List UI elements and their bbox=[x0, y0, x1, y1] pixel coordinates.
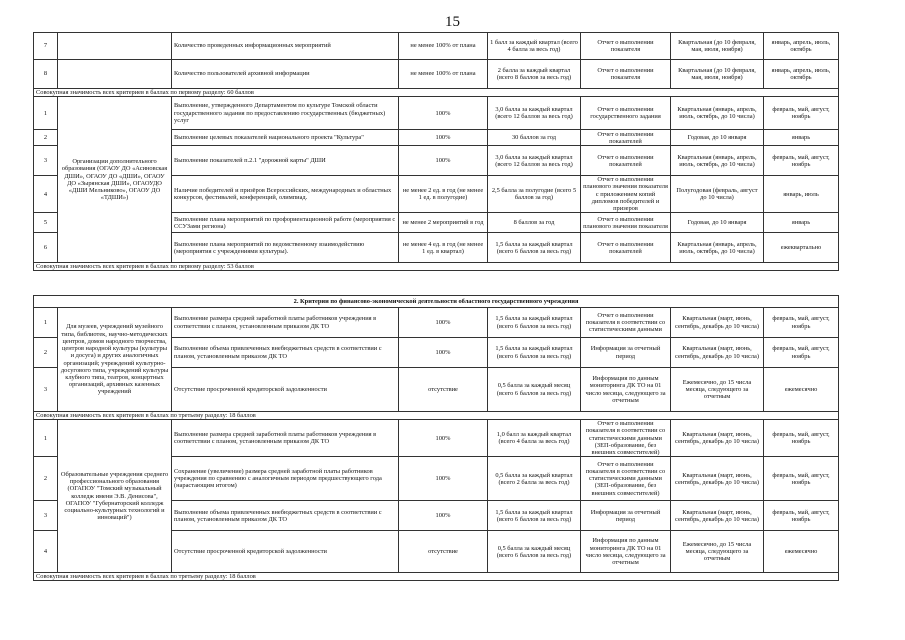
report-cell: Отчет о выполнении показателя bbox=[581, 33, 671, 60]
report-cell: Информация по данным мониторинга ДК ТО на 01 число месяца, следующего за отчетным bbox=[581, 531, 671, 573]
payment-cell: январь, апрель, июль, октябрь bbox=[764, 60, 839, 89]
report-cell: Отчет о выполнении планового значения показателя bbox=[581, 213, 671, 233]
norm-cell: 100% bbox=[399, 130, 488, 146]
report-cell: Отчет о выполнении государственного задания bbox=[581, 97, 671, 130]
report-cell: Отчет о выполнении показателя в соответствии со статистическими данными (ЗЕП-образование, без внешних совместителей) bbox=[581, 457, 671, 501]
norm-cell: 100% bbox=[399, 457, 488, 501]
report-cell: Отчет о выполнении показателя в соответствии со статистическими данными bbox=[581, 308, 671, 338]
norm-cell: не менее 2 ед. в год (не менее 1 ед. в полугодие) bbox=[399, 176, 488, 213]
criterion-cell: Отсутствие просроченной кредиторской задолженности bbox=[172, 531, 399, 573]
period-cell: Полугодовая (февраль, август до 10 числа) bbox=[671, 176, 764, 213]
org-cell: Образовательные учреждения среднего профессионального образования (ОГАПОУ "Томский музыкальный колледж имени Э.В. Денисова", ОГАПОУ "Губернаторский колледж социально-культурных технологий и инноваций") bbox=[58, 420, 172, 573]
criterion-cell: Количество пользователей архивной информации bbox=[172, 60, 399, 89]
period-cell: Квартальная (март, июнь, сентябрь, декабрь до 10 числа) bbox=[671, 338, 764, 368]
row-number: 1 bbox=[34, 97, 58, 130]
org-cell: Организации дополнительного образования (ОГАОУ ДО «Асиновская ДШИ», ОГАОУ ДО «ДШИ», ОГАОУ ДО «Зырянская ДШИ», ОГАОУДО «ДШИ Мельниково», ОГАОУ ДО «ТДШИ») bbox=[58, 97, 172, 263]
score-cell: 30 баллов за год bbox=[488, 130, 581, 146]
payment-cell: февраль, май, август, ноябрь bbox=[764, 338, 839, 368]
table-row bbox=[34, 420, 839, 457]
criteria-table-top bbox=[33, 32, 839, 271]
criterion-cell: Выполнение объема привлеченных внебюджетных средств в соответствии с планом, установленным приказом ДК ТО bbox=[172, 338, 399, 368]
criterion-cell: Наличие победителей и призёров Всероссийских, международных и областных конкурсов, фестивалей, конференций, олимпиад. bbox=[172, 176, 399, 213]
score-cell: 0,5 балла за каждый месяц (всего 6 баллов за весь год) bbox=[488, 531, 581, 573]
row-number: 3 bbox=[34, 368, 58, 412]
criterion-cell: Сохранение (увеличение) размера средней заработной платы работников учреждения по сравнению с аналогичным периодом предшествующего года (нарастающим итогом) bbox=[172, 457, 399, 501]
period-cell: Квартальная (март, июнь, сентябрь, декабрь до 10 числа) bbox=[671, 308, 764, 338]
period-cell: Годовая, до 10 января bbox=[671, 213, 764, 233]
criterion-cell: Выполнение целевых показателей национального проекта "Культура" bbox=[172, 130, 399, 146]
score-cell: 1,5 балла за каждый квартал (всего 6 баллов за весь год) bbox=[488, 338, 581, 368]
norm-cell: не менее 100% от плана bbox=[399, 33, 488, 60]
criterion-cell: Отсутствие просроченной кредиторской задолженности bbox=[172, 368, 399, 412]
score-cell: 1,0 балл за каждый квартал (всего 4 балла за весь год) bbox=[488, 420, 581, 457]
score-cell: 0,5 балла за каждый месяц (всего 6 баллов за весь год) bbox=[488, 368, 581, 412]
period-cell: Квартальная (до 10 февраля, мая, июля, ноября) bbox=[671, 33, 764, 60]
period-cell: Квартальная (март, июнь, сентябрь, декабрь до 10 числа) bbox=[671, 420, 764, 457]
row-number: 4 bbox=[34, 176, 58, 213]
row-number: 6 bbox=[34, 233, 58, 263]
payment-cell: февраль, май, август, ноябрь bbox=[764, 97, 839, 130]
table-row bbox=[34, 33, 839, 60]
score-cell: 1,5 балла за каждый квартал (всего 6 баллов за весь год) bbox=[488, 501, 581, 531]
norm-cell: отсутствие bbox=[399, 368, 488, 412]
criterion-cell: Выполнение размера средней заработной платы работников учреждения в соответствии с планом, установленным приказом ДК ТО bbox=[172, 308, 399, 338]
report-cell: Отчет о выполнении планового значения показателя с приложением копий дипломов победителей и призеров bbox=[581, 176, 671, 213]
section-title: 2. Критерии по финансово-экономической деятельности областного государственного учреждения bbox=[34, 296, 839, 308]
criterion-cell: Выполнение плана мероприятий по ведомственному взаимодействию (мероприятия с учреждениями культуры). bbox=[172, 233, 399, 263]
norm-cell: отсутствие bbox=[399, 531, 488, 573]
row-number: 2 bbox=[34, 457, 58, 501]
norm-cell: 100% bbox=[399, 308, 488, 338]
report-cell: Информация за отчетный период bbox=[581, 338, 671, 368]
norm-cell: не менее 2 мероприятий в год bbox=[399, 213, 488, 233]
period-cell: Квартальная (январь, апрель, июль, октябрь, до 10 числа) bbox=[671, 97, 764, 130]
payment-cell: январь bbox=[764, 213, 839, 233]
report-cell: Отчет о выполнении показателя в соответствии со статистическими данными (ЗЕП-образование, без внешних совместителей) bbox=[581, 420, 671, 457]
summary-text: Совокупная значимость всех критериев в баллах по третьему разделу: 18 баллов bbox=[34, 412, 839, 420]
period-cell: Квартальная (январь, апрель, июль, октябрь, до 10 числа) bbox=[671, 146, 764, 176]
row-number: 1 bbox=[34, 308, 58, 338]
org-cell-empty bbox=[58, 33, 172, 60]
norm-cell: не менее 4 ед. в год (не менее 1 ед. в квартал) bbox=[399, 233, 488, 263]
norm-cell: 100% bbox=[399, 420, 488, 457]
payment-cell: январь, апрель, июль, октябрь bbox=[764, 33, 839, 60]
row-number: 1 bbox=[34, 420, 58, 457]
report-cell: Отчет о выполнении показателей bbox=[581, 233, 671, 263]
score-cell: 1,5 балла за каждый квартал (всего 6 баллов за весь год) bbox=[488, 308, 581, 338]
payment-cell: февраль, май, август, ноябрь bbox=[764, 420, 839, 457]
criteria-table-bottom bbox=[33, 295, 839, 581]
criterion-cell: Выполнение плана мероприятий по профориентационной работе (мероприятия с ССУЗами региона) bbox=[172, 213, 399, 233]
summary-text: Совокупная значимость всех критериев в баллах по первому разделу: 60 баллов bbox=[34, 89, 839, 97]
summary-row bbox=[34, 263, 839, 271]
section-header-row bbox=[34, 296, 839, 308]
page-number: 15 bbox=[445, 14, 460, 30]
org-cell-empty bbox=[58, 60, 172, 89]
table-row bbox=[34, 308, 839, 338]
period-cell: Ежемесячно, до 15 числа месяца, следующего за отчетным bbox=[671, 368, 764, 412]
score-cell: 2,5 балла за полугодие (всего 5 баллов за год) bbox=[488, 176, 581, 213]
criterion-cell: Выполнение размера средней заработной платы работников учреждения в соответствии с планом, установленным приказом ДК ТО bbox=[172, 420, 399, 457]
row-number: 3 bbox=[34, 501, 58, 531]
row-number: 3 bbox=[34, 146, 58, 176]
summary-text: Совокупная значимость всех критериев в баллах по первому разделу: 53 баллов bbox=[34, 263, 839, 271]
period-cell: Квартальная (до 10 февраля, мая, июля, ноября) bbox=[671, 60, 764, 89]
payment-cell: январь bbox=[764, 130, 839, 146]
row-number: 8 bbox=[34, 60, 58, 89]
period-cell: Квартальная (март, июнь, сентябрь, декабрь до 10 числа) bbox=[671, 501, 764, 531]
score-cell: 2 балла за каждый квартал (всего 8 баллов за весь год) bbox=[488, 60, 581, 89]
row-number: 7 bbox=[34, 33, 58, 60]
table-row bbox=[34, 97, 839, 130]
row-number: 2 bbox=[34, 130, 58, 146]
criterion-cell: Количество проведенных информационных мероприятий bbox=[172, 33, 399, 60]
criterion-cell: Выполнение, утвержденного Департаментом по культуре Томской области государственного задания по предоставлению государственных (бюджетных) услуг bbox=[172, 97, 399, 130]
score-cell: 8 баллов за год bbox=[488, 213, 581, 233]
summary-row bbox=[34, 89, 839, 97]
payment-cell: февраль, май, август, ноябрь bbox=[764, 457, 839, 501]
score-cell: 3,0 балла за каждый квартал (всего 12 баллов за весь год) bbox=[488, 146, 581, 176]
table-row bbox=[34, 60, 839, 89]
payment-cell: ежемесячно bbox=[764, 368, 839, 412]
period-cell: Годовая, до 10 января bbox=[671, 130, 764, 146]
period-cell: Ежемесячно, до 15 числа месяца, следующего за отчетным bbox=[671, 531, 764, 573]
summary-text: Совокупная значимость всех критериев в баллах по третьему разделу: 18 баллов bbox=[34, 573, 839, 581]
period-cell: Квартальная (январь, апрель, июль, октябрь, до 10 числа) bbox=[671, 233, 764, 263]
period-cell: Квартальная (март, июнь, сентябрь, декабрь до 10 числа) bbox=[671, 457, 764, 501]
payment-cell: февраль, май, август, ноябрь bbox=[764, 146, 839, 176]
report-cell: Информация за отчетный период bbox=[581, 501, 671, 531]
row-number: 4 bbox=[34, 531, 58, 573]
norm-cell: 100% bbox=[399, 501, 488, 531]
row-number: 5 bbox=[34, 213, 58, 233]
report-cell: Отчет о выполнении показателей bbox=[581, 146, 671, 176]
report-cell: Отчет о выполнении показателя bbox=[581, 60, 671, 89]
score-cell: 1,5 балла за каждый квартал (всего 6 баллов за весь год) bbox=[488, 233, 581, 263]
criterion-cell: Выполнение показателей п.2.1 "дорожной карты" ДШИ bbox=[172, 146, 399, 176]
org-cell: Для музеев, учреждений музейного типа, библиотек, научно-методических центров, домов народного творчества, центров народной культуры (культуры и досуга) и других аналогичных организаций; учреждений культурно-досугового типа, учреждений культуры клубного типа, театров, концертных организаций, архивных казенных учреждений bbox=[58, 308, 172, 412]
payment-cell: январь, июль bbox=[764, 176, 839, 213]
payment-cell: февраль, май, август, ноябрь bbox=[764, 308, 839, 338]
criterion-cell: Выполнение объема привлеченных внебюджетных средств в соответствии с планом, установленным приказом ДК ТО bbox=[172, 501, 399, 531]
score-cell: 1 балл за каждый квартал (всего 4 балла за весь год) bbox=[488, 33, 581, 60]
score-cell: 0,5 балла за каждый квартал (всего 2 балла за весь год) bbox=[488, 457, 581, 501]
payment-cell: февраль, май, август, ноябрь bbox=[764, 501, 839, 531]
norm-cell: 100% bbox=[399, 338, 488, 368]
payment-cell: ежеквартально bbox=[764, 233, 839, 263]
report-cell: Отчет о выполнении показателей bbox=[581, 130, 671, 146]
norm-cell: 100% bbox=[399, 146, 488, 176]
row-number: 2 bbox=[34, 338, 58, 368]
summary-row bbox=[34, 412, 839, 420]
score-cell: 3,0 балла за каждый квартал (всего 12 баллов за весь год) bbox=[488, 97, 581, 130]
norm-cell: не менее 100% от плана bbox=[399, 60, 488, 89]
norm-cell: 100% bbox=[399, 97, 488, 130]
report-cell: Информация по данным мониторинга ДК ТО на 01 число месяца, следующего за отчетным bbox=[581, 368, 671, 412]
payment-cell: ежемесячно bbox=[764, 531, 839, 573]
summary-row bbox=[34, 573, 839, 581]
